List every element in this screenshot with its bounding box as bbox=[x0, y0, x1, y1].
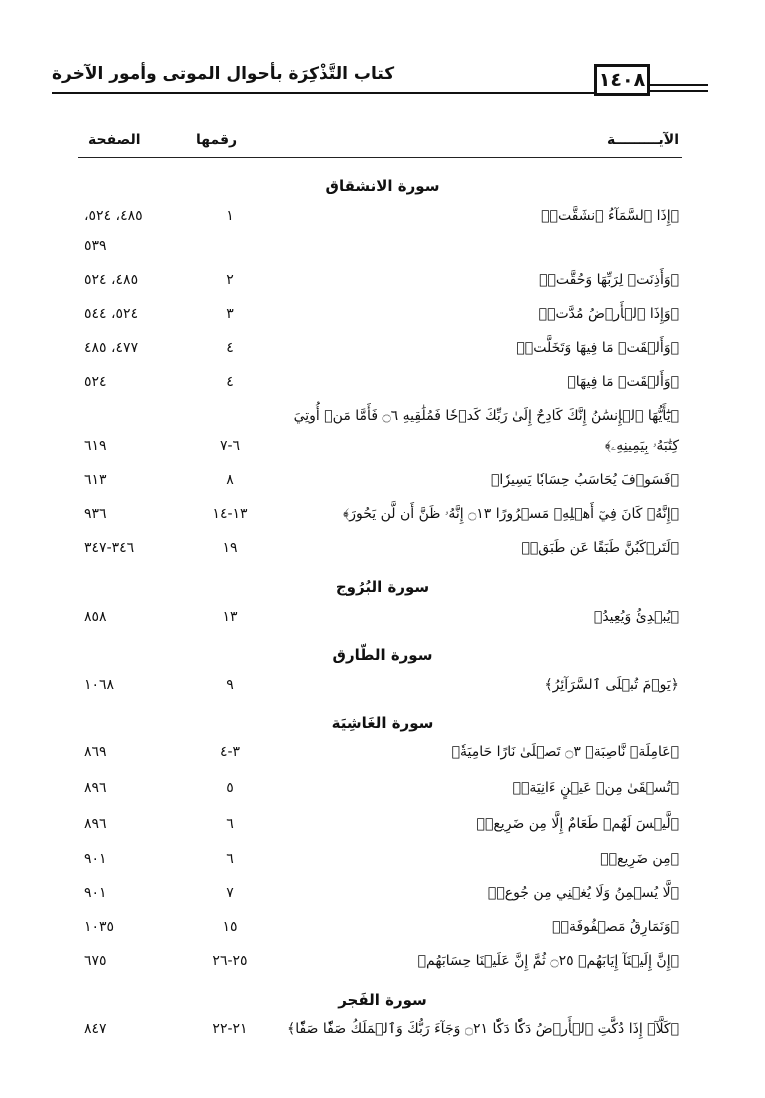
verse-text: كِتَٰبَهُۥ بِيَمِينِهِۦ﴾ bbox=[604, 438, 679, 454]
page-reference: ٤٧٧، ٤٨٥ bbox=[84, 340, 139, 356]
verse-number: ٦-٧ bbox=[219, 438, 241, 454]
column-heading-number: رقمها bbox=[196, 132, 238, 148]
column-heading-page: الصفحة bbox=[88, 132, 141, 148]
page-reference: ٤٨٥، ٥٢٤، bbox=[84, 208, 143, 224]
verse-text: ﴿فَسَوۡفَ يُحَاسَبُ حِسَابٗا يَسِيرٗا﴾ bbox=[491, 472, 679, 488]
verse-text: ﴿وَأَلۡقَتۡ مَا فِيهَا وَتَخَلَّتۡ﴾ bbox=[516, 340, 679, 356]
verse-number: ٢ bbox=[226, 272, 234, 288]
page-reference: ٨٥٨ bbox=[84, 609, 107, 625]
surah-heading: سورة الطّارق bbox=[332, 646, 433, 664]
verse-text: ﴿عَامِلَةٞ نَّاصِبَةٞ ۝٣ تَصۡلَىٰ نَارًا حَامِيَةٗ﴾ bbox=[451, 744, 679, 760]
verse-number: ١٣-١٤ bbox=[212, 506, 248, 522]
verse-text: ﴿يَوۡمَ تُبۡلَى ٱلسَّرَآئِرُ﴾ bbox=[544, 677, 679, 693]
page-reference: ٨٤٧ bbox=[84, 1021, 107, 1037]
verse-text: ﴿لَتَرۡكَبُنَّ طَبَقًا عَن طَبَقٖ﴾ bbox=[521, 540, 679, 556]
verse-text: ﴿وَأَلۡقَتۡ مَا فِيهَا﴾ bbox=[567, 374, 679, 390]
verse-number: ٥ bbox=[226, 780, 234, 796]
page-reference: ٤٨٥، ٥٢٤ bbox=[84, 272, 139, 288]
verse-text: ﴿لَّا يُسۡمِنُ وَلَا يُغۡنِي مِن جُوعٖ﴾ bbox=[487, 885, 679, 901]
verse-text: ﴿كَلَّآۖ إِذَا دُكَّتِ ٱلۡأَرۡضُ دَكّٗا دَكّٗا ۝٢١ وَجَآءَ رَبُّكَ وَٱلۡمَلَكُ صَفّٗا صَفّٗا﴾ bbox=[287, 1021, 679, 1037]
book-title: كتاب التَّذْكِرَة بأحوال الموتى وأمور الآخرة bbox=[52, 64, 395, 84]
page-reference: ٦٧٥ bbox=[84, 953, 107, 969]
verse-number: ٨ bbox=[226, 472, 234, 488]
verse-text: ﴿إِنَّ إِلَيۡنَآ إِيَابَهُمۡ ۝٢٥ ثُمَّ إِنَّ عَلَيۡنَا حِسَابَهُم﴾ bbox=[417, 953, 679, 969]
surah-heading: سورة الانشقاق bbox=[325, 177, 440, 195]
verse-text: ﴿وَأَذِنَتۡ لِرَبِّهَا وَحُقَّتۡ﴾ bbox=[539, 272, 679, 288]
verse-number: ٤ bbox=[226, 340, 234, 356]
verse-number: ٤ bbox=[226, 374, 234, 390]
verse-number: ١٩ bbox=[222, 540, 238, 556]
page-reference: ٩٣٦ bbox=[84, 506, 107, 522]
page-reference: ٦١٩ bbox=[84, 438, 107, 454]
verse-number: ٦ bbox=[226, 851, 234, 867]
surah-heading: سورة البُرُوج bbox=[335, 578, 430, 596]
verse-text: ﴿لَّيۡسَ لَهُمۡ طَعَامٌ إِلَّا مِن ضَرِيعٖ﴾ bbox=[476, 816, 679, 832]
page-reference: ١٠٣٥ bbox=[84, 919, 115, 935]
verse-text: ﴿مِن ضَرِيعٖ﴾ bbox=[600, 851, 679, 867]
page-reference: ٣٤٦-٣٤٧ bbox=[84, 540, 135, 556]
page-reference: ١٠٦٨ bbox=[84, 677, 115, 693]
verse-number: ١ bbox=[226, 208, 234, 224]
verse-number: ٧ bbox=[226, 885, 234, 901]
page-reference: ٦١٣ bbox=[84, 472, 107, 488]
surah-heading: سورة الغَاشِيَة bbox=[331, 714, 434, 732]
header-double-rule-top bbox=[650, 84, 708, 86]
page-reference: ٨٩٦ bbox=[84, 780, 107, 796]
page-reference: ٩٠١ bbox=[84, 851, 107, 867]
page-reference: ٥٣٩ bbox=[84, 238, 107, 254]
verse-number: ٩ bbox=[226, 677, 234, 693]
verse-number: ٣ bbox=[226, 306, 234, 322]
verse-text: ﴿تُسۡقَىٰ مِنۡ عَيۡنٍ ءَانِيَةٖ﴾ bbox=[512, 780, 679, 796]
page-reference: ٨٩٦ bbox=[84, 816, 107, 832]
header-double-rule-bottom bbox=[650, 90, 708, 92]
verse-text: ﴿وَنَمَارِقُ مَصۡفُوفَةٞ﴾ bbox=[552, 919, 679, 935]
column-heading-rule bbox=[78, 157, 682, 158]
verse-text: ﴿إِنَّهُۥ كَانَ فِيٓ أَهۡلِهِۦ مَسۡرُورًا ۝١٣ إِنَّهُۥ ظَنَّ أَن لَّن يَحُورَ﴾ bbox=[343, 506, 679, 522]
verse-number: ٦ bbox=[226, 816, 234, 832]
verse-number: ٢٥-٢٦ bbox=[212, 953, 248, 969]
page-reference: ٩٠١ bbox=[84, 885, 107, 901]
page-reference: ٥٢٤، ٥٤٤ bbox=[84, 306, 139, 322]
verse-text: ﴿يُبۡدِئُ وَيُعِيدُ﴾ bbox=[593, 609, 679, 625]
page-reference: ٨٦٩ bbox=[84, 744, 107, 760]
verse-text: ﴿وَإِذَا ٱلۡأَرۡضُ مُدَّتۡ﴾ bbox=[538, 306, 679, 322]
column-heading-verse: الآيـــــــــة bbox=[606, 132, 679, 148]
verse-number: ١٣ bbox=[222, 609, 238, 625]
page-reference: ٥٢٤ bbox=[84, 374, 107, 390]
verse-number: ٢١-٢٢ bbox=[212, 1021, 248, 1037]
header-rule bbox=[52, 92, 594, 94]
verse-number: ٣-٤ bbox=[219, 744, 241, 760]
surah-heading: سورة الفَجر bbox=[338, 991, 427, 1009]
verse-text: ﴿يَٰٓأَيُّهَا ٱلۡإِنسَٰنُ إِنَّكَ كَادِحٌ إِلَىٰ رَبِّكَ كَدۡحٗا فَمُلَٰقِيهِ ۝٦ فَأَمَّا مَنۡ أُوتِيَ bbox=[293, 408, 679, 424]
verse-text: ﴿إِذَا ٱلسَّمَآءُ ٱنشَقَّتۡ﴾ bbox=[541, 208, 679, 224]
verse-number: ١٥ bbox=[222, 919, 238, 935]
page-number: ١٤٠٨ bbox=[594, 64, 650, 96]
